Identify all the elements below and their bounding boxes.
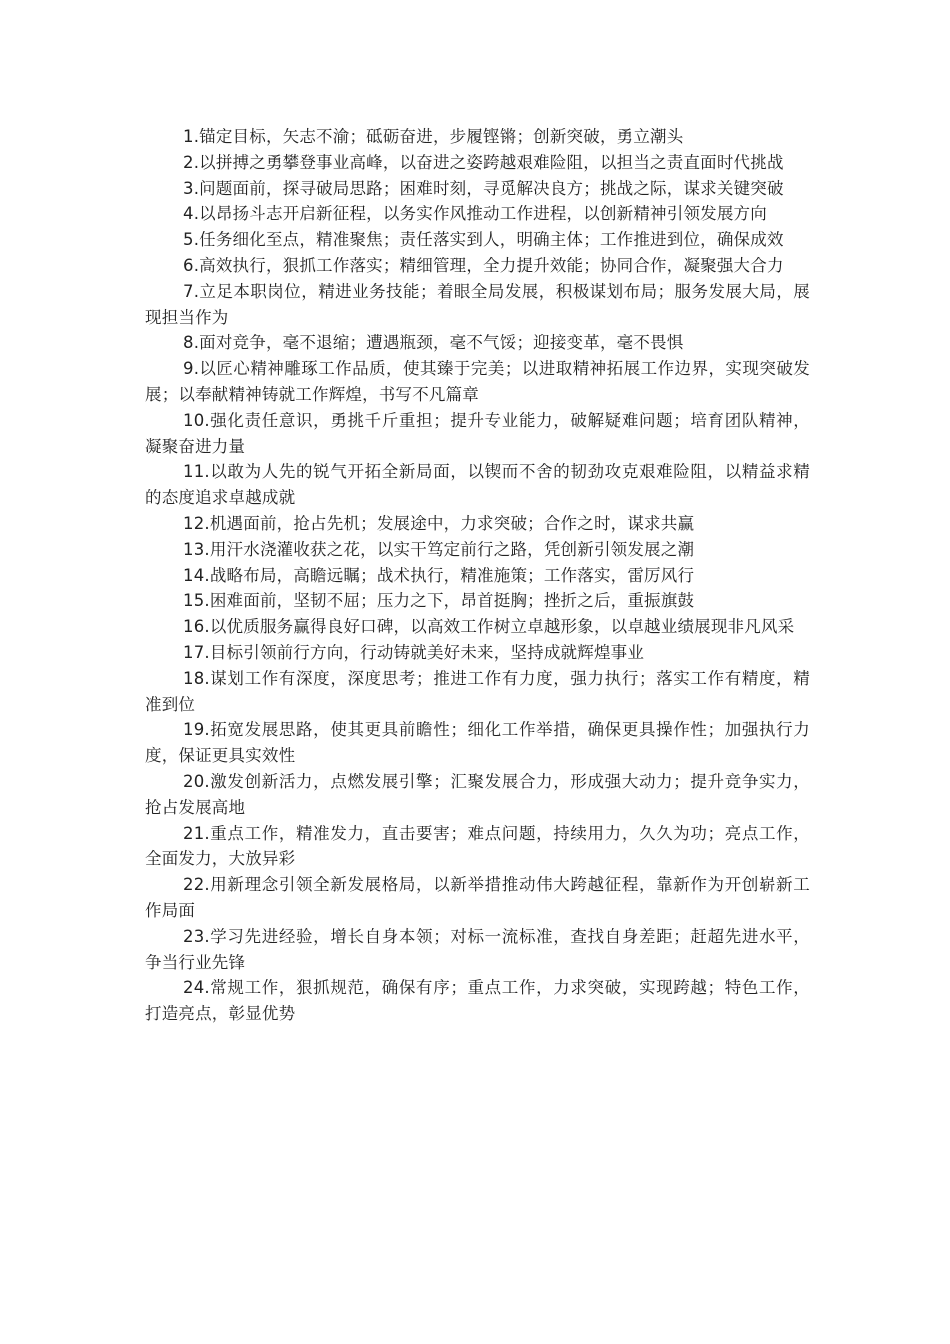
paragraph-15: 15.困难面前，坚韧不屈；压力之下，昂首挺胸；挫折之后，重振旗鼓 xyxy=(183,591,695,611)
paragraph-20: 20.激发创新活力，点燃发展引擎；汇聚发展合力，形成强大动力；提升竞争实力，抢占发展高地 xyxy=(145,771,810,817)
paragraph-10: 10.强化责任意识，勇挑千斤重担；提升专业能力，破解疑难问题；培育团队精神，凝聚奋进力量 xyxy=(145,410,810,456)
paragraph-8: 8.面对竞争，毫不退缩；遭遇瓶颈，毫不气馁；迎接变革，毫不畏惧 xyxy=(183,333,684,353)
paragraph-13: 13.用汗水浇灌收获之花，以实干笃定前行之路，凭创新引领发展之潮 xyxy=(183,539,695,559)
paragraph-14: 14.战略布局，高瞻远瞩；战术执行，精准施策；工作落实，雷厉风行 xyxy=(183,565,695,585)
paragraph-2: 2.以拼搏之勇攀登事业高峰，以奋进之姿跨越艰难险阻，以担当之责直面时代挑战 xyxy=(183,152,784,172)
paragraph-18: 18.谋划工作有深度，深度思考；推进工作有力度，强力执行；落实工作有精度，精准到位 xyxy=(145,668,810,714)
paragraph-4: 4.以昂扬斗志开启新征程，以务实作风推动工作进程，以创新精神引领发展方向 xyxy=(183,204,767,224)
paragraph-1: 1.锚定目标，矢志不渝；砥砺奋进，步履铿锵；创新突破，勇立潮头 xyxy=(183,127,684,146)
paragraph-11: 11.以敢为人先的锐气开拓全新局面，以锲而不舍的韧劲攻克艰难险阻，以精益求精的态度追求卓越成就 xyxy=(145,462,810,508)
paragraph-3: 3.问题面前，探寻破局思路；困难时刻，寻觅解决良方；挑战之际，谋求关键突破 xyxy=(183,178,784,198)
paragraph-9: 9.以匠心精神雕琢工作品质，使其臻于完美；以进取精神拓展工作边界，实现突破发展；以奉献精神铸就工作辉煌，书写不凡篇章 xyxy=(145,359,810,404)
paragraph-7: 7.立足本职岗位，精进业务技能；着眼全局发展，积极谋划布局；服务发展大局，展现担当作为 xyxy=(145,281,810,327)
paragraph-17: 17.目标引领前行方向，行动铸就美好未来，坚持成就辉煌事业 xyxy=(183,642,645,662)
paragraph-12: 12.机遇面前，抢占先机；发展途中，力求突破；合作之时，谋求共赢 xyxy=(183,513,695,533)
document-body xyxy=(145,124,810,1027)
paragraph-16: 16.以优质服务赢得良好口碑，以高效工作树立卓越形象，以卓越业绩展现非凡风采 xyxy=(183,617,795,637)
paragraph-24: 24.常规工作，狠抓规范，确保有序；重点工作，力求突破，实现跨越；特色工作，打造亮点，彰显优势 xyxy=(145,978,810,1024)
paragraph-6: 6.高效执行，狠抓工作落实；精细管理，全力提升效能；协同合作，凝聚强大合力 xyxy=(183,255,784,275)
paragraph-23: 23.学习先进经验，增长自身本领；对标一流标准，查找自身差距；赶超先进水平，争当行业先锋 xyxy=(145,926,810,972)
paragraph-21: 21.重点工作，精准发力，直击要害；难点问题，持续用力，久久为功；亮点工作，全面发力，大放异彩 xyxy=(145,823,810,869)
paragraph-19: 19.拓宽发展思路，使其更具前瞻性；细化工作举措，确保更具操作性；加强执行力度，保证更具实效性 xyxy=(145,720,810,766)
paragraph-22: 22.用新理念引领全新发展格局，以新举措推动伟大跨越征程，靠新作为开创崭新工作局面 xyxy=(145,875,810,920)
paragraph-5: 5.任务细化至点，精准聚焦；责任落实到人，明确主体；工作推进到位，确保成效 xyxy=(183,230,784,250)
